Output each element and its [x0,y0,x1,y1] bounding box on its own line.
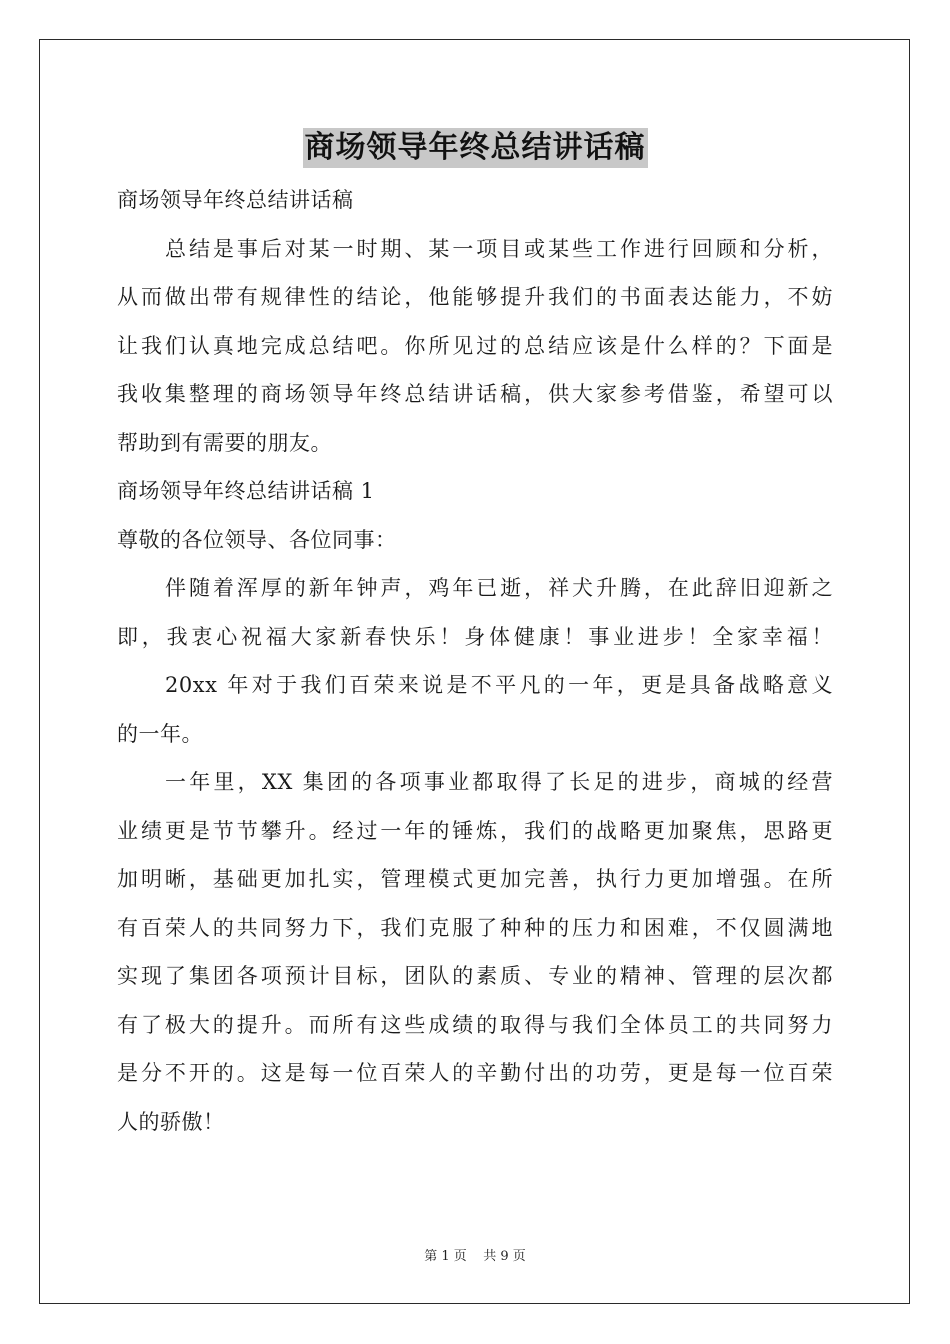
paragraph-line: 总结是事后对某一时期、某一项目或某些工作进行回顾和分析， [165,236,833,261]
paragraph-line: 加明晰，基础更加扎实，管理模式更加完善，执行力更加增强。在所 [117,867,833,891]
section-heading: 商场领导年终总结讲话稿 1 [117,479,375,503]
paragraph-line: 我收集整理的商场领导年终总结讲话稿，供大家参考借鉴，希望可以 [117,382,833,406]
paragraph-line: 有了极大的提升。而所有这些成绩的取得与我们全体员工的共同努力 [117,1012,833,1037]
paragraph-line: 伴随着浑厚的新年钟声，鸡年已逝，祥犬升腾，在此辞旧迎新之 [165,576,833,600]
paragraph-line: 是分不开的。这是每一位百荣人的辛勤付出的功劳，更是每一位百荣 [117,1061,833,1085]
document-title: 商场领导年终总结讲话稿 [303,128,648,168]
paragraph-line: 有百荣人的共同努力下，我们克服了种种的压力和困难，不仅圆满地 [117,915,833,940]
paragraph-line: 一年里，XX 集团的各项事业都取得了长足的进步，商城的经营 [165,770,833,794]
paragraph-line: 即，我衷心祝福大家新春快乐！身体健康！事业进步！全家幸福！ [117,624,833,649]
title-container [0,128,950,168]
paragraph-line: 让我们认真地完成总结吧。你所见过的总结应该是什么样的？下面是 [117,333,833,358]
paragraph-line: 人的骄傲！ [117,1109,225,1134]
paragraph-line: 的一年。 [117,721,203,746]
subtitle-line: 商场领导年终总结讲话稿 [117,188,354,212]
salutation: 尊敬的各位领导、各位同事： [117,527,397,552]
page-footer [0,1245,950,1264]
page-number: 第 1 页 共 9 页 [424,1249,526,1264]
paragraph-line: 帮助到有需要的朋友。 [117,430,332,455]
document-body [117,176,833,1146]
paragraph-line: 实现了集团各项预计目标，团队的素质、专业的精神、管理的层次都 [117,964,833,988]
paragraph-line: 20xx 年对于我们百荣来说是不平凡的一年，更是具备战略意义 [165,673,833,697]
paragraph-line: 业绩更是节节攀升。经过一年的锤炼，我们的战略更加聚焦，思路更 [117,818,833,843]
paragraph-line: 从而做出带有规律性的结论，他能够提升我们的书面表达能力，不妨 [117,285,833,309]
